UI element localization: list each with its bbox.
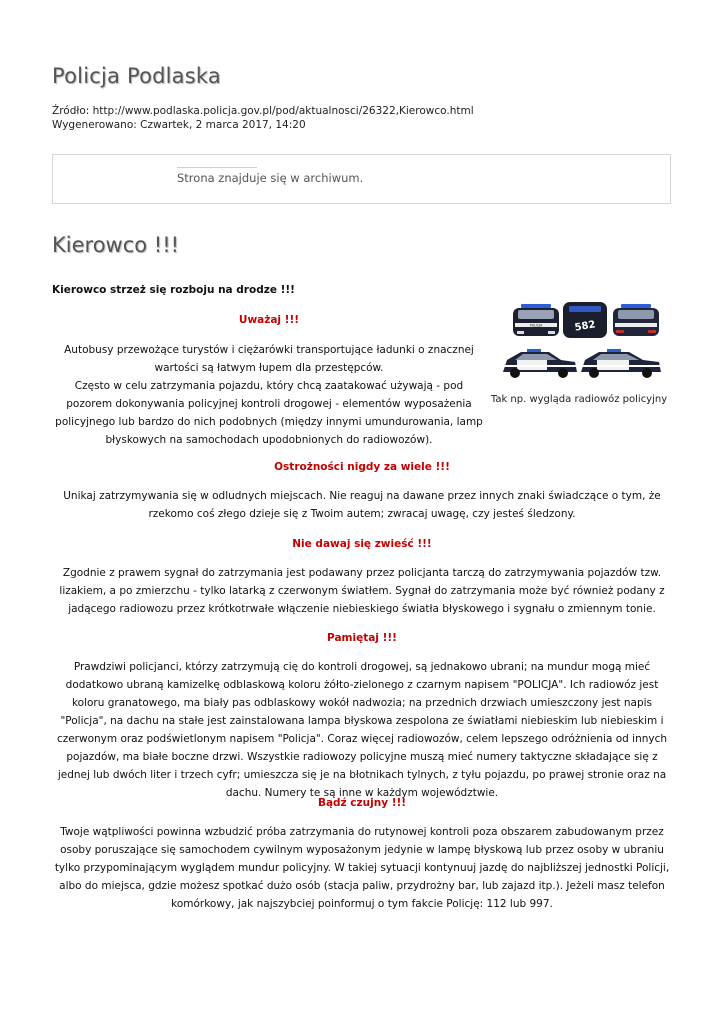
figure-caption: Tak np. wygląda radiowóz policyjny bbox=[490, 394, 668, 405]
archive-notice-box bbox=[52, 154, 671, 204]
archive-notice: Strona znajduje się w archiwum. bbox=[177, 171, 364, 185]
paragraph: Autobusy przewożące turystów i ciężarówki transportujące ładunki o znacznej wartości są łatwym łupem dla przestępców. bbox=[64, 344, 474, 374]
car-side-view-left bbox=[503, 349, 577, 378]
section-heading-ostroznosci: Ostrożności nigdy za wiele !!! bbox=[274, 461, 450, 473]
car-rear-view bbox=[613, 304, 659, 336]
car-roof-view bbox=[563, 302, 607, 338]
section-body-nie-dawaj bbox=[52, 564, 672, 618]
police-car-image bbox=[487, 296, 671, 392]
car-door-label: POLICJA bbox=[529, 323, 543, 328]
generated-date: Wygenerowano: Czwartek, 2 marca 2017, 14:20 bbox=[52, 119, 306, 131]
section-heading-uwazaj: Uważaj !!! bbox=[238, 314, 300, 326]
paragraph: Często w celu zatrzymania pojazdu, który chcą zaatakować używają - pod pozorem dokonywania policyjnej kontroli drogowej - elementów wyposażenia policyjnego lub bardzo do nich podobnych (między innymi umundurowania, lamp błyskowych na samochodach upodobnionych do radiowozów). bbox=[55, 380, 483, 446]
page-meta bbox=[52, 104, 474, 132]
section-body-uwazaj bbox=[52, 341, 486, 449]
source-url[interactable]: Źródło: http://www.podlaska.policja.gov.pl/pod/aktualnosci/26322,Kierowco.html bbox=[52, 105, 474, 117]
section-heading-badz-czujny: Bądź czujny !!! bbox=[317, 797, 407, 809]
paragraph: Zgodnie z prawem sygnał do zatrzymania jest podawany przez policjanta tarczą do zatrzymywania pojazdów tzw. lizakiem, a po zmierzchu - tylko latarką z czerwonym światłem. Sygnał do zatrzymania może być również podany z jadącego radiowozu przez krótkotrwałe włączenie niebieskiego światła błyskowego i sygnału o zmiennym tonie. bbox=[59, 567, 665, 615]
section-body-badz-czujny bbox=[52, 823, 672, 913]
paragraph: Unikaj zatrzymywania się w odludnych miejscach. Nie reaguj na dawane przez innych znaki świadczące o tym, że rzekomo coś złego dzieje się z Twoim autem; zwracaj uwagę, czy jesteś śledzony. bbox=[63, 490, 661, 520]
article-title: Kierowco !!! bbox=[52, 233, 180, 257]
paragraph: Prawdziwi policjanci, którzy zatrzymują cię do kontroli drogowej, są jednakowo ubrani; na mundur mogą mieć dodatkowo ubraną kamizelkę odblaskową koloru żółto-zielonego z czarnym napisem "POLICJA". Ich radiowóz jest koloru granatowego, ma biały pas odblaskowy wokół nadwozia; na przednich drzwiach umieszczony jest napis "Policja", na dachu na stałe jest zainstalowana lampa błyskowa zespolona ze światłami niebieskim lub niebieskim i czerwonym oraz podświetlonym napisem "Policja". Coraz więcej radiowozów, celem lepszego odróżnienia od innych pojazdów, ma białe boczne drzwi. Wszystkie radiowozy policyjne muszą mieć numery taktyczne składające się z jednej lub dwóch liter i trzech cyfr; umieszcza się je na błotnikach tylnych, z tyłu pojazdu, po prawej stronie oraz na dachu. Numery te są inne w każdym województwie. bbox=[56, 661, 668, 799]
roof-plate-number: 582 bbox=[573, 319, 597, 334]
section-heading-nie-dawaj: Nie dawaj się zwieść !!! bbox=[292, 538, 432, 550]
section-body-ostroznosci bbox=[52, 487, 672, 523]
site-title: Policja Podlaska bbox=[52, 64, 221, 88]
car-side-view-right bbox=[581, 349, 661, 378]
archive-divider bbox=[177, 167, 257, 168]
police-car-figure bbox=[487, 296, 671, 405]
section-heading-pamietaj: Pamiętaj !!! bbox=[327, 632, 397, 644]
article-lead: Kierowco strzeż się rozboju na drodze !!! bbox=[52, 284, 295, 296]
paragraph: Twoje wątpliwości powinna wzbudzić próba zatrzymania do rutynowej kontroli poza obszarem zabudowanym przez osoby poruszające się samochodem cywilnym wyposażonym jedynie w lampę błyskową lub przez osoby w ubraniu tylko przypominającym wyglądem mundur policyjny. W takiej sytuacji kontynuuj jazdę do najbliższej jednostki Policji, albo do miejsca, gdzie możesz spotkać dużo osób (stacja paliw, przydrożny bar, lub zajazd itp.). Jeżeli masz telefon komórkowy, jak najszybciej poinformuj o tym fakcie Policję: 112 lub 997. bbox=[54, 826, 670, 910]
section-body-pamietaj bbox=[52, 658, 672, 802]
car-front-view bbox=[513, 304, 559, 336]
